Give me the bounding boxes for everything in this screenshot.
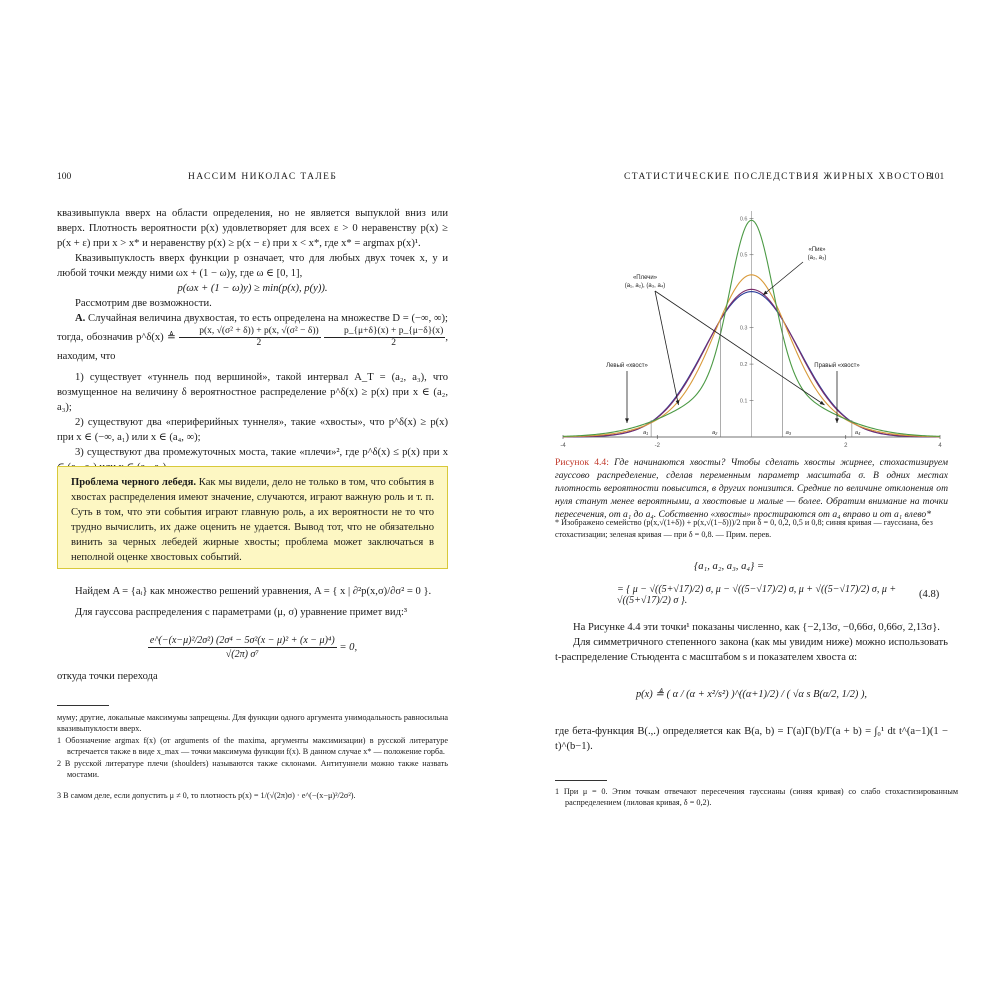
peak-label: «Пик» (808, 247, 826, 253)
footnote-3: 3 В самом деле, если допустить μ ≠ 0, то плотность p(x) = 1/(√(2π)σ) · e^(−(x−μ)²/2σ²). (57, 791, 356, 800)
y-tick-label: 0.3 (739, 325, 748, 332)
crossing-label: a₂ (711, 430, 718, 436)
equation-roots: = { μ − √((5+√17)/2) σ, μ − √((5−√17)/2) σ, μ + √((5−√17)/2) σ, μ + √((5+√17)/2) σ }. (617, 584, 897, 606)
x-tick-label: -4 (560, 443, 566, 449)
paragraph: Рассмотрим две возможности. (75, 298, 212, 309)
formula-end: = 0, (339, 641, 358, 653)
left-body-top (57, 206, 448, 475)
arrow-head (625, 418, 629, 423)
footnote-1: 1 Обозначение argmax f(x) (от arguments of the maxima, аргументы максимизации) в русской литературе встречается также в виде x_max — точки максимума функции f(x). В данном случае x* — положение горба. (57, 736, 448, 756)
running-head-right: СТАТИСТИЧЕСКИЕ ПОСЛЕДСТВИЯ ЖИРНЫХ ХВОСТОВ (624, 172, 934, 182)
caption-text: Где начинаются хвосты? Чтобы сделать хвосты жирнее, стохастизируем гауссово распределение, сделав переменным параметр масштаба σ. В одних местах плотность вероятности повысится, в других понизится. Средние по величине отклонения от нуля станут менее вероятными, а хвостовые и малые — более. Обратим внимание на точки пересечения, от a₁ до a₄. Собственно «хвосты» простираются от a₄ вправо и от a₁ влево* (555, 457, 948, 520)
running-head-left: НАССИМ НИКОЛАС ТАЛЕБ (188, 172, 338, 182)
figure-4-4-chart (555, 205, 948, 450)
y-tick-label: 0.5 (739, 252, 748, 259)
right-footnote-1: 1 При μ = 0. Этим точкам отвечают пересечения гауссианы (синяя кривая) со слабо стохастизированным распределением (лиловая кривая, δ = 0,2). (555, 787, 958, 807)
paragraph: Для гауссова распределения с параметрами (μ, σ) уравнение примет вид:³ (75, 607, 408, 618)
fraction-scale (179, 326, 320, 349)
arrow-shoulder-right (655, 291, 825, 405)
right-tail-label: Правый «хвост» (814, 363, 860, 369)
formula-quasiconcave: p(ωx + (1 − ω)y) ≥ min(p(x), p(y)). (177, 283, 328, 294)
footnote-rule (57, 705, 109, 706)
x-tick-label: 2 (844, 443, 848, 449)
paragraph: Квазивыпуклость вверх функции p означает, что для любых двух точек x, y и любой точки между ними ωx + (1 − ω)y, где ω ∈ [0, 1], (57, 253, 448, 279)
list-item-3: 3) существуют два промежуточных моста, такие «плечи»², где p^δ(x) ≤ p(x) при x (75, 447, 448, 458)
y-tick-label: 0.2 (739, 362, 748, 369)
formula-gauss-derivative (57, 634, 448, 661)
paragraph: где бета-функция B(.,.) определяется как B(a, b) = Γ(a)Γ(b)/Γ(a + b) = ∫₀¹ dt t^(a−1)(1 − t)^(b−1). (555, 726, 948, 752)
caption-label: Рисунок 4.4: (555, 457, 609, 468)
box-text: Как мы видели, дело не только в том, что события в хвостах распределения имеют значение, случаются, играют важную роль и т. п. Суть в том, что эти события играют главную роль, а их вероятности не то что трудно вычислить, их даже оценить не удается. Вывод тот, что не обязательно винить за черных лебедей жирные хвосты; проблема может заключаться в неполной оценке хвостовых событий. (71, 477, 434, 563)
chart-axes (560, 211, 942, 449)
shoulders-sublabel: (a₁, a₂), (a₃, a₄) (624, 283, 666, 289)
case-a-end: , находим, что (57, 331, 448, 362)
equation-set-lhs: {a₁, a₂, a₃, a₄} = (694, 561, 765, 572)
page-number-right: 101 (930, 172, 945, 182)
case-label: A. (75, 313, 86, 324)
right-body (555, 620, 948, 754)
arrow-head (835, 418, 839, 423)
peak-sublabel: (a₂, a₃) (807, 255, 827, 261)
list-item-2: 2) существуют два «периферийных туннеля», такие «хвосты», что p^δ(x) ≥ p(x) при x ∈ (−∞, a₁) или x ∈ (a₄, ∞); (57, 417, 448, 443)
paragraph: откуда точки перехода (57, 671, 158, 682)
x-tick-label: 4 (938, 443, 942, 449)
caption-footnote: * Изображено семейство (p(x,√(1+δ)) + p(x,√(1−δ)))/2 при δ = 0, 0,2, 0,5 и 0,8; синяя кривая — гауссиана, без стохастизации; зеленая кривая — при δ = 0,8. — Прим. перев. (555, 518, 933, 539)
list-item-1: 1) существует «туннель под вершиной», такой интервал A_T = (a₂, a₃), что возмущенное на величину δ вероятностное распределение p^δ(x) ≥ p(x) при x ∈ (a₂, a₃); (57, 372, 448, 413)
black-swan-box (57, 466, 448, 569)
paragraph-case-a (57, 311, 448, 364)
footnote-rule (555, 780, 607, 781)
y-tick-label: 0.6 (739, 216, 748, 223)
shoulders-label: «Плечи» (632, 275, 658, 281)
footnote-continued: муму; другие, локальные максимумы запрещены. Для функции одного аргумента унимодальность равносильна квазивыпуклости вверх. (57, 713, 448, 733)
paragraph: квазивыпукла вверх на области определения, но не является выпуклой вниз или вверх. Плотность вероятности p(x) удовлетворяет для всех ε > 0 неравенству p(x) ≥ p(x + ε) при x > x* и неравенству p(x) ≥ p(x − ε) при x < x*, где x* = argmax p(x)¹. (57, 208, 448, 249)
equation-number: (4.8) (919, 589, 940, 600)
formula-fraction (148, 634, 337, 661)
left-footnotes (57, 712, 448, 802)
x-tick-label: -2 (654, 443, 660, 449)
paragraph: На Рисунке 4.4 эти точки¹ показаны численно, как {−2,13σ, −0,66σ, 0,66σ, 2,13σ}. (573, 622, 940, 633)
formula-numerator: e^(−(x−μ)²/2σ²) (2σ⁴ − 5σ²(x − μ)² + (x − μ)⁴) (149, 635, 335, 646)
page-number-left: 100 (57, 172, 72, 182)
fraction-numerator: p(x, √(σ² + δ)) + p(x, √(σ² − δ)) (179, 326, 320, 338)
chart-annotations (606, 247, 861, 437)
arrow-peak (763, 262, 803, 295)
fraction-numerator: p_{μ+δ}(x) + p_{μ−δ}(x) (324, 326, 445, 338)
paragraph: Найдем A = {aᵢ} как множество решений уравнения, A = { x | ∂²p(x,σ)/∂σ² = 0 }. (75, 586, 432, 597)
box-title: Проблема черного лебедя. (71, 477, 197, 488)
formula-student-t: p(x) ≜ ( α / (α + x²/s²) )^((α+1)/2) / ( √α s B(α/2, 1/2) ), (635, 689, 868, 700)
arrow-head (820, 401, 825, 405)
crossing-label: a₃ (785, 430, 792, 436)
footnote-2: 2 В русской литературе плечи (shoulders) называются также склонами. Антитуннели можно также назвать мостами. (57, 759, 448, 779)
fraction-denominator: 2 (256, 338, 262, 348)
paragraph: Для симметричного степенного закона (как мы увидим ниже) можно использовать t-распределение Стьюдента с масштабом s и показателем хвоста α: (555, 637, 948, 663)
fraction-denominator: 2 (391, 338, 397, 348)
crossing-label: a₄ (854, 430, 861, 436)
left-body-bottom (57, 584, 448, 684)
arrow-shoulder-left (655, 291, 678, 405)
left-tail-label: Левый «хвост» (606, 363, 648, 369)
formula-denominator: √(2π) σ⁷ (225, 649, 259, 660)
case-a-text: Случайная величина двухвостая, то есть определена на множестве D = (−∞, ∞); тогда, обозначив p^δ(x) ≜ (57, 313, 448, 343)
figure-caption (555, 456, 948, 521)
crossing-label: a₁ (643, 430, 649, 436)
fraction-location (324, 326, 445, 349)
y-tick-label: 0.1 (739, 398, 748, 405)
